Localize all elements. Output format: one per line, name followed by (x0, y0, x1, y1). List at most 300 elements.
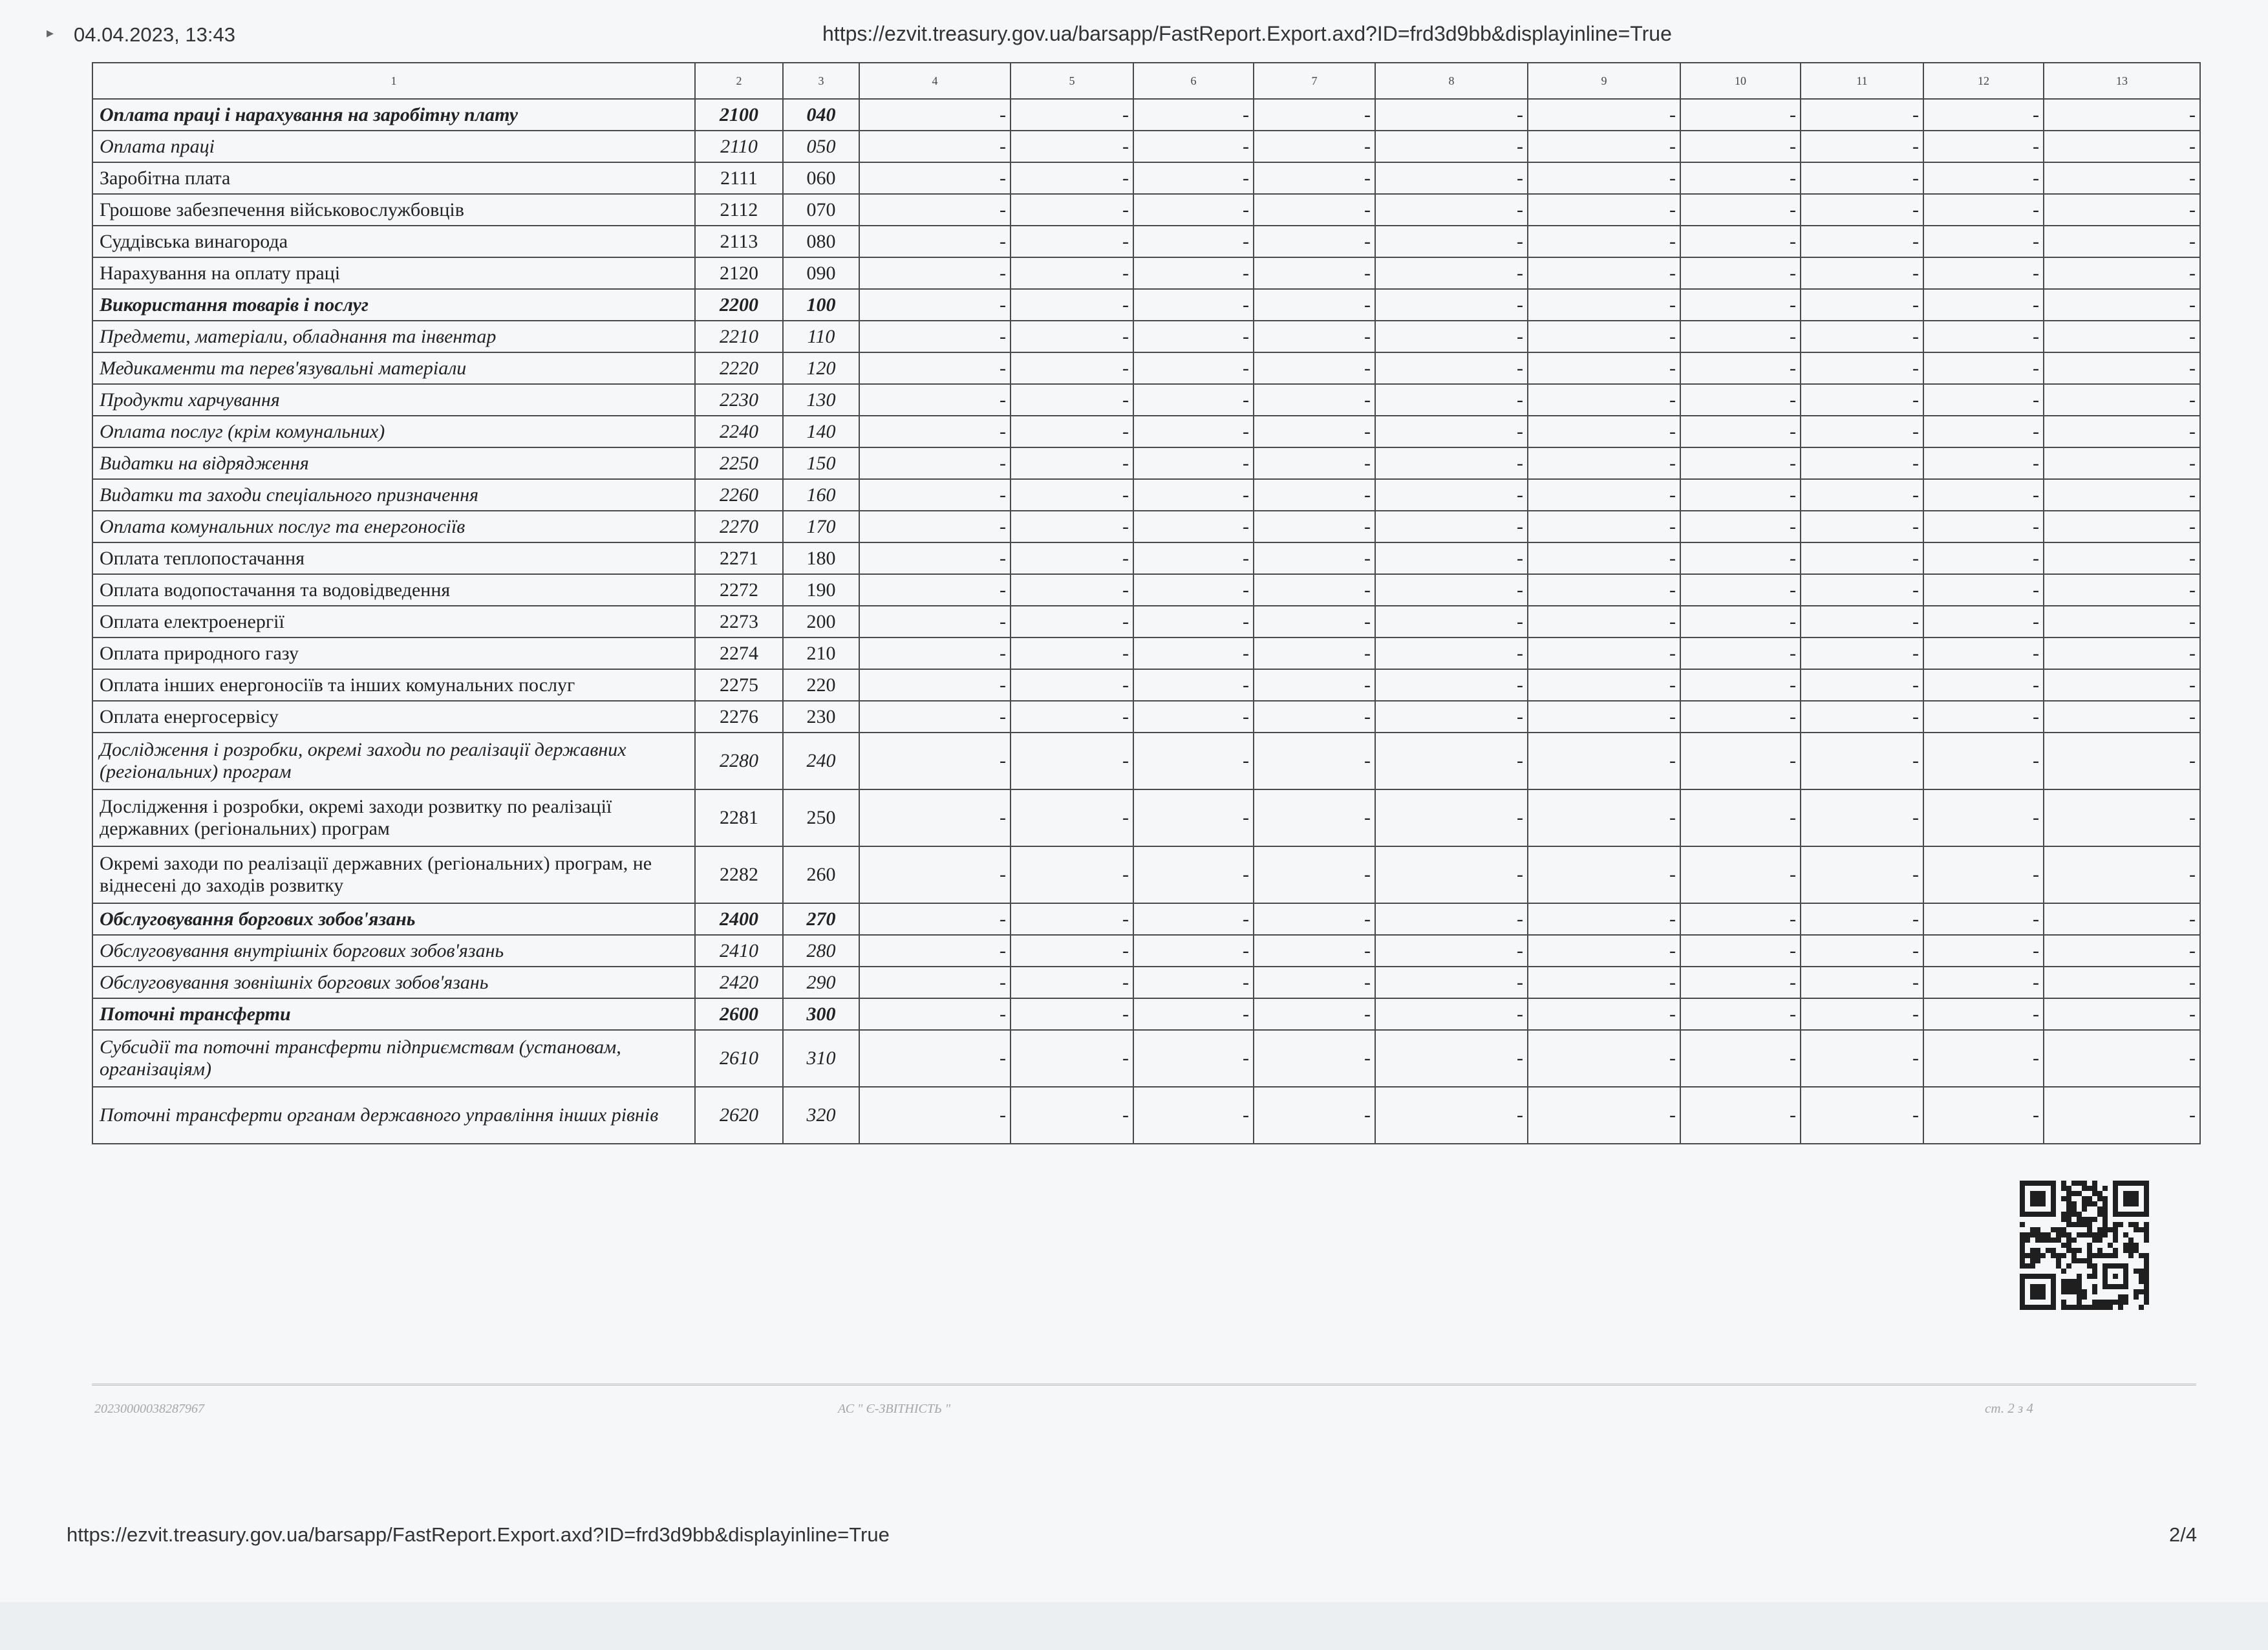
value-cell: - (1375, 352, 1528, 384)
value-cell: - (1375, 384, 1528, 416)
value-cell: - (1011, 998, 1133, 1030)
value-cell: - (1133, 162, 1254, 194)
table-row (92, 935, 2200, 967)
row-name-cell: Оплата електроенергії (92, 606, 695, 638)
value-cell: - (1801, 479, 1923, 511)
row-line-cell: 310 (783, 1030, 859, 1087)
value-cell: - (1133, 194, 1254, 226)
row-line-cell: 110 (783, 321, 859, 352)
value-cell: - (2044, 998, 2200, 1030)
value-cell: - (1375, 701, 1528, 733)
value-cell: - (1254, 162, 1375, 194)
row-line-cell: 170 (783, 511, 859, 542)
value-cell: - (1011, 447, 1133, 479)
value-cell: - (1528, 998, 1680, 1030)
value-cell: - (1680, 935, 1801, 967)
row-name-cell: Оплата водопостачання та водовідведення (92, 574, 695, 606)
value-cell: - (859, 479, 1011, 511)
value-cell: - (1254, 542, 1375, 574)
value-cell: - (1528, 447, 1680, 479)
value-cell: - (1680, 998, 1801, 1030)
value-cell: - (1133, 789, 1254, 846)
row-name-cell: Обслуговування внутрішніх боргових зобов'язань (92, 935, 695, 967)
header-url[interactable]: https://ezvit.treasury.gov.ua/barsapp/FastReport.Export.axd?ID=frd3d9bb&displayinline=True (822, 22, 1672, 45)
row-code-cell: 2210 (695, 321, 783, 352)
row-name-cell: Оплата теплопостачання (92, 542, 695, 574)
row-code-cell: 2400 (695, 903, 783, 935)
value-cell: - (1680, 1030, 1801, 1087)
value-cell: - (1528, 1030, 1680, 1087)
value-cell: - (1133, 384, 1254, 416)
value-cell: - (1011, 846, 1133, 903)
value-cell: - (1680, 733, 1801, 789)
value-cell: - (859, 701, 1011, 733)
table-row (92, 1030, 2200, 1087)
row-code-cell: 2272 (695, 574, 783, 606)
row-code-cell: 2270 (695, 511, 783, 542)
value-cell: - (1923, 789, 2044, 846)
row-line-cell: 210 (783, 638, 859, 669)
value-cell: - (1133, 967, 1254, 998)
value-cell: - (1923, 226, 2044, 257)
row-line-cell: 090 (783, 257, 859, 289)
value-cell: - (1133, 1030, 1254, 1087)
value-cell: - (1133, 479, 1254, 511)
column-number: 5 (1011, 63, 1133, 99)
value-cell: - (1680, 967, 1801, 998)
value-cell: - (1011, 162, 1133, 194)
value-cell: - (859, 1030, 1011, 1087)
value-cell: - (1528, 1087, 1680, 1144)
print-date: 04.04.2023, 13:43 (74, 23, 235, 46)
value-cell: - (859, 131, 1011, 162)
row-name-cell: Дослідження і розробки, окремі заходи по реалізації державних (регіональних) програм (92, 733, 695, 789)
value-cell: - (1801, 384, 1923, 416)
value-cell: - (2044, 194, 2200, 226)
row-line-cell: 240 (783, 733, 859, 789)
table-row (92, 542, 2200, 574)
value-cell: - (1011, 479, 1133, 511)
value-cell: - (2044, 606, 2200, 638)
value-cell: - (1011, 574, 1133, 606)
value-cell: - (1254, 1030, 1375, 1087)
value-cell: - (1254, 352, 1375, 384)
value-cell: - (1254, 226, 1375, 257)
value-cell: - (2044, 669, 2200, 701)
value-cell: - (1011, 669, 1133, 701)
value-cell: - (1254, 733, 1375, 789)
qr-code (2020, 1181, 2149, 1310)
column-number: 11 (1801, 63, 1923, 99)
value-cell: - (1680, 638, 1801, 669)
value-cell: - (1923, 903, 2044, 935)
value-cell: - (1375, 1030, 1528, 1087)
row-name-cell: Оплата інших енергоносіїв та інших комунальних послуг (92, 669, 695, 701)
value-cell: - (1528, 479, 1680, 511)
row-code-cell: 2600 (695, 998, 783, 1030)
value-cell: - (1375, 416, 1528, 447)
value-cell: - (1923, 162, 2044, 194)
value-cell: - (1528, 352, 1680, 384)
table-row (92, 846, 2200, 903)
row-code-cell: 2275 (695, 669, 783, 701)
table-row (92, 384, 2200, 416)
value-cell: - (1375, 998, 1528, 1030)
value-cell: - (1801, 352, 1923, 384)
row-line-cell: 290 (783, 967, 859, 998)
value-cell: - (1375, 935, 1528, 967)
row-name-cell: Використання товарів і послуг (92, 289, 695, 321)
value-cell: - (1923, 574, 2044, 606)
value-cell: - (1254, 384, 1375, 416)
value-cell: - (1923, 257, 2044, 289)
footer-url[interactable]: https://ezvit.treasury.gov.ua/barsapp/FastReport.Export.axd?ID=frd3d9bb&displayinline=True (67, 1523, 890, 1546)
value-cell: - (1680, 447, 1801, 479)
table-row (92, 352, 2200, 384)
row-line-cell: 120 (783, 352, 859, 384)
column-number: 12 (1923, 63, 2044, 99)
row-code-cell: 2260 (695, 479, 783, 511)
value-cell: - (1528, 606, 1680, 638)
value-cell: - (2044, 574, 2200, 606)
column-number: 10 (1680, 63, 1801, 99)
value-cell: - (1923, 998, 2044, 1030)
table-row (92, 321, 2200, 352)
value-cell: - (2044, 542, 2200, 574)
column-number: 8 (1375, 63, 1528, 99)
value-cell: - (1801, 1087, 1923, 1144)
value-cell: - (2044, 638, 2200, 669)
value-cell: - (1375, 162, 1528, 194)
value-cell: - (2044, 447, 2200, 479)
value-cell: - (2044, 511, 2200, 542)
table-row (92, 701, 2200, 733)
row-line-cell: 100 (783, 289, 859, 321)
value-cell: - (1923, 99, 2044, 131)
row-line-cell: 180 (783, 542, 859, 574)
value-cell: - (1680, 289, 1801, 321)
row-line-cell: 080 (783, 226, 859, 257)
value-cell: - (1133, 352, 1254, 384)
value-cell: - (1923, 194, 2044, 226)
row-line-cell: 220 (783, 669, 859, 701)
value-cell: - (1680, 574, 1801, 606)
value-cell: - (1011, 903, 1133, 935)
row-line-cell: 040 (783, 99, 859, 131)
row-code-cell: 2230 (695, 384, 783, 416)
value-cell: - (1680, 99, 1801, 131)
value-cell: - (859, 733, 1011, 789)
value-cell: - (2044, 903, 2200, 935)
value-cell: - (2044, 131, 2200, 162)
table-row (92, 511, 2200, 542)
value-cell: - (1133, 903, 1254, 935)
value-cell: - (1801, 542, 1923, 574)
value-cell: - (1528, 846, 1680, 903)
table-row (92, 789, 2200, 846)
value-cell: - (2044, 1087, 2200, 1144)
row-line-cell: 150 (783, 447, 859, 479)
value-cell: - (1133, 606, 1254, 638)
row-line-cell: 070 (783, 194, 859, 226)
row-line-cell: 200 (783, 606, 859, 638)
row-code-cell: 2282 (695, 846, 783, 903)
value-cell: - (1528, 131, 1680, 162)
row-line-cell: 190 (783, 574, 859, 606)
value-cell: - (1680, 131, 1801, 162)
row-name-cell: Оплата праці і нарахування на заробітну плату (92, 99, 695, 131)
value-cell: - (859, 789, 1011, 846)
row-code-cell: 2111 (695, 162, 783, 194)
value-cell: - (1801, 606, 1923, 638)
value-cell: - (1528, 669, 1680, 701)
column-number: 3 (783, 63, 859, 99)
value-cell: - (1011, 131, 1133, 162)
value-cell: - (1011, 967, 1133, 998)
table-row (92, 733, 2200, 789)
scan-margin (0, 1602, 2268, 1650)
table-row (92, 967, 2200, 998)
value-cell: - (2044, 321, 2200, 352)
value-cell: - (1528, 416, 1680, 447)
table-row (92, 257, 2200, 289)
value-cell: - (1254, 99, 1375, 131)
value-cell: - (859, 638, 1011, 669)
table-row (92, 998, 2200, 1030)
value-cell: - (1680, 1087, 1801, 1144)
value-cell: - (2044, 935, 2200, 967)
value-cell: - (1923, 289, 2044, 321)
value-cell: - (1375, 289, 1528, 321)
value-cell: - (859, 162, 1011, 194)
value-cell: - (1528, 257, 1680, 289)
row-name-cell: Обслуговування боргових зобов'язань (92, 903, 695, 935)
value-cell: - (1680, 194, 1801, 226)
value-cell: - (1680, 384, 1801, 416)
value-cell: - (1801, 574, 1923, 606)
value-cell: - (1680, 352, 1801, 384)
value-cell: - (859, 447, 1011, 479)
report-body (92, 99, 2200, 1144)
value-cell: - (1133, 935, 1254, 967)
row-code-cell: 2240 (695, 416, 783, 447)
value-cell: - (859, 416, 1011, 447)
value-cell: - (1375, 131, 1528, 162)
table-row (92, 99, 2200, 131)
value-cell: - (1133, 542, 1254, 574)
value-cell: - (2044, 289, 2200, 321)
value-cell: - (1801, 162, 1923, 194)
value-cell: - (1133, 289, 1254, 321)
value-cell: - (1133, 1087, 1254, 1144)
value-cell: - (1133, 998, 1254, 1030)
row-name-cell: Продукти харчування (92, 384, 695, 416)
value-cell: - (1254, 998, 1375, 1030)
value-cell: - (1680, 701, 1801, 733)
row-name-cell: Видатки та заходи спеціального призначення (92, 479, 695, 511)
row-name-cell: Оплата енергосервісу (92, 701, 695, 733)
value-cell: - (859, 574, 1011, 606)
value-cell: - (1801, 99, 1923, 131)
column-number: 2 (695, 63, 783, 99)
row-code-cell: 2620 (695, 1087, 783, 1144)
value-cell: - (1375, 574, 1528, 606)
value-cell: - (1801, 998, 1923, 1030)
row-code-cell: 2281 (695, 789, 783, 846)
value-cell: - (1923, 416, 2044, 447)
value-cell: - (1254, 701, 1375, 733)
value-cell: - (1528, 289, 1680, 321)
report-table (92, 62, 2201, 1144)
row-line-cell: 230 (783, 701, 859, 733)
value-cell: - (1011, 606, 1133, 638)
value-cell: - (859, 511, 1011, 542)
row-code-cell: 2610 (695, 1030, 783, 1087)
row-code-cell: 2420 (695, 967, 783, 998)
row-code-cell: 2410 (695, 935, 783, 967)
value-cell: - (1528, 226, 1680, 257)
value-cell: - (1011, 511, 1133, 542)
value-cell: - (1528, 162, 1680, 194)
value-cell: - (2044, 789, 2200, 846)
row-name-cell: Обслуговування зовнішніх боргових зобов'язань (92, 967, 695, 998)
value-cell: - (1528, 789, 1680, 846)
row-name-cell: Поточні трансферти (92, 998, 695, 1030)
value-cell: - (1801, 701, 1923, 733)
value-cell: - (1680, 789, 1801, 846)
row-name-cell: Субсидії та поточні трансферти підприємствам (установам, організаціям) (92, 1030, 695, 1087)
value-cell: - (1801, 967, 1923, 998)
value-cell: - (1680, 479, 1801, 511)
column-number: 6 (1133, 63, 1254, 99)
value-cell: - (1923, 511, 2044, 542)
value-cell: - (1923, 131, 2044, 162)
value-cell: - (1254, 321, 1375, 352)
value-cell: - (1801, 511, 1923, 542)
row-code-cell: 2112 (695, 194, 783, 226)
value-cell: - (1801, 733, 1923, 789)
value-cell: - (1011, 194, 1133, 226)
column-number: 1 (92, 63, 695, 99)
footer-divider (92, 1384, 2196, 1386)
row-line-cell: 250 (783, 789, 859, 846)
value-cell: - (859, 384, 1011, 416)
value-cell: - (2044, 967, 2200, 998)
row-name-cell: Суддівська винагорода (92, 226, 695, 257)
value-cell: - (2044, 733, 2200, 789)
table-row (92, 638, 2200, 669)
value-cell: - (1375, 846, 1528, 903)
row-line-cell: 050 (783, 131, 859, 162)
value-cell: - (1375, 257, 1528, 289)
value-cell: - (1254, 1087, 1375, 1144)
value-cell: - (1680, 162, 1801, 194)
value-cell: - (1375, 1087, 1528, 1144)
value-cell: - (1133, 733, 1254, 789)
value-cell: - (1254, 574, 1375, 606)
row-line-cell: 270 (783, 903, 859, 935)
row-name-cell: Видатки на відрядження (92, 447, 695, 479)
value-cell: - (1923, 321, 2044, 352)
table-row (92, 606, 2200, 638)
value-cell: - (2044, 1030, 2200, 1087)
value-cell: - (1528, 638, 1680, 669)
value-cell: - (1680, 903, 1801, 935)
value-cell: - (1680, 416, 1801, 447)
value-cell: - (1133, 701, 1254, 733)
value-cell: - (1923, 606, 2044, 638)
row-name-cell: Нарахування на оплату праці (92, 257, 695, 289)
value-cell: - (2044, 701, 2200, 733)
value-cell: - (1254, 935, 1375, 967)
row-name-cell: Медикаменти та перев'язувальні матеріали (92, 352, 695, 384)
value-cell: - (1375, 967, 1528, 998)
column-number-row (92, 63, 2200, 99)
value-cell: - (1923, 384, 2044, 416)
row-line-cell: 280 (783, 935, 859, 967)
value-cell: - (1923, 701, 2044, 733)
value-cell: - (1254, 479, 1375, 511)
value-cell: - (1528, 99, 1680, 131)
value-cell: - (1801, 289, 1923, 321)
value-cell: - (1923, 542, 2044, 574)
row-code-cell: 2250 (695, 447, 783, 479)
column-number: 7 (1254, 63, 1375, 99)
value-cell: - (1923, 1030, 2044, 1087)
value-cell: - (1528, 935, 1680, 967)
value-cell: - (1375, 903, 1528, 935)
value-cell: - (859, 542, 1011, 574)
value-cell: - (1011, 352, 1133, 384)
value-cell: - (2044, 352, 2200, 384)
row-line-cell: 140 (783, 416, 859, 447)
value-cell: - (1254, 789, 1375, 846)
value-cell: - (1254, 903, 1375, 935)
value-cell: - (1801, 226, 1923, 257)
value-cell: - (1254, 967, 1375, 998)
value-cell: - (1011, 257, 1133, 289)
value-cell: - (859, 935, 1011, 967)
report-page-number: ст. 2 з 4 (1985, 1400, 2033, 1416)
value-cell: - (1801, 638, 1923, 669)
value-cell: - (1254, 131, 1375, 162)
row-code-cell: 2220 (695, 352, 783, 384)
value-cell: - (1011, 321, 1133, 352)
value-cell: - (859, 967, 1011, 998)
value-cell: - (1011, 638, 1133, 669)
value-cell: - (1254, 289, 1375, 321)
value-cell: - (1133, 511, 1254, 542)
table-row (92, 574, 2200, 606)
table-row (92, 162, 2200, 194)
value-cell: - (1801, 447, 1923, 479)
value-cell: - (2044, 846, 2200, 903)
value-cell: - (1375, 511, 1528, 542)
value-cell: - (2044, 162, 2200, 194)
value-cell: - (859, 257, 1011, 289)
row-code-cell: 2273 (695, 606, 783, 638)
value-cell: - (859, 903, 1011, 935)
value-cell: - (1011, 701, 1133, 733)
value-cell: - (1923, 352, 2044, 384)
value-cell: - (1528, 321, 1680, 352)
value-cell: - (1801, 1030, 1923, 1087)
value-cell: - (1011, 542, 1133, 574)
value-cell: - (1133, 257, 1254, 289)
scan-mark: ▸ (47, 25, 54, 41)
row-line-cell: 060 (783, 162, 859, 194)
value-cell: - (1528, 701, 1680, 733)
